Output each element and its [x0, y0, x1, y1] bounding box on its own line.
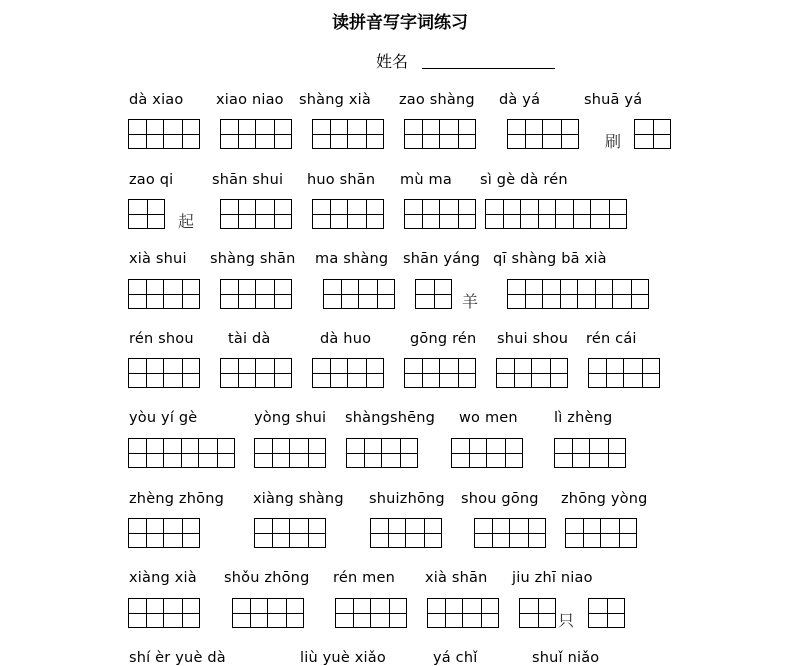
writing-grid[interactable] — [474, 518, 546, 548]
writing-grid[interactable] — [507, 279, 649, 309]
writing-grid[interactable] — [634, 119, 671, 149]
writing-grid[interactable] — [415, 279, 452, 309]
pinyin-label: liù yuè xiǎo — [300, 650, 386, 666]
pinyin-label: shui shou — [497, 331, 569, 347]
pinyin-label: rén shou — [129, 331, 194, 347]
writing-grid[interactable] — [128, 279, 200, 309]
writing-grid[interactable] — [128, 598, 200, 628]
pinyin-label: ma shàng — [315, 251, 389, 267]
pinyin-label: zhōng yòng — [561, 491, 648, 507]
pinyin-label: dà yá — [499, 92, 541, 108]
writing-grid[interactable] — [427, 598, 499, 628]
writing-grid[interactable] — [404, 119, 476, 149]
pinyin-label: dà xiao — [129, 92, 184, 108]
writing-grid[interactable] — [254, 438, 326, 468]
writing-grid[interactable] — [370, 518, 442, 548]
pinyin-label: zhèng zhōng — [129, 491, 224, 507]
given-character: 刷 — [605, 132, 622, 151]
writing-grid[interactable] — [346, 438, 418, 468]
pinyin-label: jiu zhī niao — [512, 570, 593, 586]
writing-grid[interactable] — [404, 358, 476, 388]
writing-grid[interactable] — [554, 438, 626, 468]
pinyin-label: shuǐ niǎo — [532, 650, 600, 666]
writing-grid[interactable] — [232, 598, 304, 628]
pinyin-label: shàngshēng — [345, 410, 436, 426]
pinyin-label: shān shui — [212, 172, 284, 188]
writing-grid[interactable] — [312, 199, 384, 229]
pinyin-label: shí èr yuè dà — [129, 650, 226, 666]
given-character: 只 — [558, 611, 575, 630]
pinyin-label: xià shui — [129, 251, 187, 267]
pinyin-label: sì gè dà rén — [480, 172, 568, 188]
pinyin-label: xiàng xià — [129, 570, 197, 586]
writing-grid[interactable] — [588, 358, 660, 388]
writing-grid[interactable] — [220, 199, 292, 229]
pinyin-label: qī shàng bā xià — [493, 251, 607, 267]
writing-grid[interactable] — [128, 518, 200, 548]
pinyin-label: rén cái — [586, 331, 637, 347]
page-title: 读拼音写字词练习 — [332, 13, 468, 33]
pinyin-label: zao shàng — [399, 92, 475, 108]
pinyin-label: shān yáng — [403, 251, 481, 267]
writing-grid[interactable] — [496, 358, 568, 388]
pinyin-label: wo men — [459, 410, 518, 426]
writing-grid[interactable] — [404, 199, 476, 229]
writing-grid[interactable] — [323, 279, 395, 309]
pinyin-label: shàng shān — [210, 251, 296, 267]
pinyin-label: shàng xià — [299, 92, 371, 108]
writing-grid[interactable] — [312, 358, 384, 388]
writing-grid[interactable] — [128, 358, 200, 388]
writing-grid[interactable] — [565, 518, 637, 548]
pinyin-label: rén men — [333, 570, 395, 586]
pinyin-label: shuā yá — [584, 92, 643, 108]
writing-grid[interactable] — [312, 119, 384, 149]
pinyin-label: huo shān — [307, 172, 376, 188]
writing-grid[interactable] — [128, 199, 165, 229]
writing-grid[interactable] — [335, 598, 407, 628]
writing-grid[interactable] — [220, 119, 292, 149]
given-character: 起 — [178, 212, 195, 231]
writing-grid[interactable] — [220, 279, 292, 309]
pinyin-label: lì zhèng — [554, 410, 613, 426]
writing-grid[interactable] — [451, 438, 523, 468]
name-label: 姓名 — [376, 52, 409, 71]
pinyin-label: shou gōng — [461, 491, 539, 507]
pinyin-label: shuizhōng — [369, 491, 445, 507]
pinyin-label: xiao niao — [216, 92, 284, 108]
pinyin-label: yòng shui — [254, 410, 327, 426]
pinyin-label: tài dà — [228, 331, 271, 347]
pinyin-label: xiàng shàng — [253, 491, 344, 507]
writing-grid[interactable] — [254, 518, 326, 548]
pinyin-label: shǒu zhōng — [224, 570, 310, 586]
pinyin-label: yòu yí gè — [129, 410, 198, 426]
writing-grid[interactable] — [220, 358, 292, 388]
name-blank-line[interactable] — [422, 68, 555, 69]
writing-grid[interactable] — [128, 119, 200, 149]
pinyin-label: yá chǐ — [433, 650, 478, 666]
pinyin-label: dà huo — [320, 331, 372, 347]
writing-grid[interactable] — [507, 119, 579, 149]
writing-grid[interactable] — [128, 438, 235, 468]
pinyin-label: mù ma — [400, 172, 452, 188]
writing-grid[interactable] — [485, 199, 627, 229]
pinyin-label: gōng rén — [410, 331, 477, 347]
pinyin-label: zao qi — [129, 172, 174, 188]
pinyin-label: xià shān — [425, 570, 488, 586]
given-character: 羊 — [462, 292, 479, 311]
writing-grid[interactable] — [588, 598, 625, 628]
writing-grid[interactable] — [519, 598, 556, 628]
